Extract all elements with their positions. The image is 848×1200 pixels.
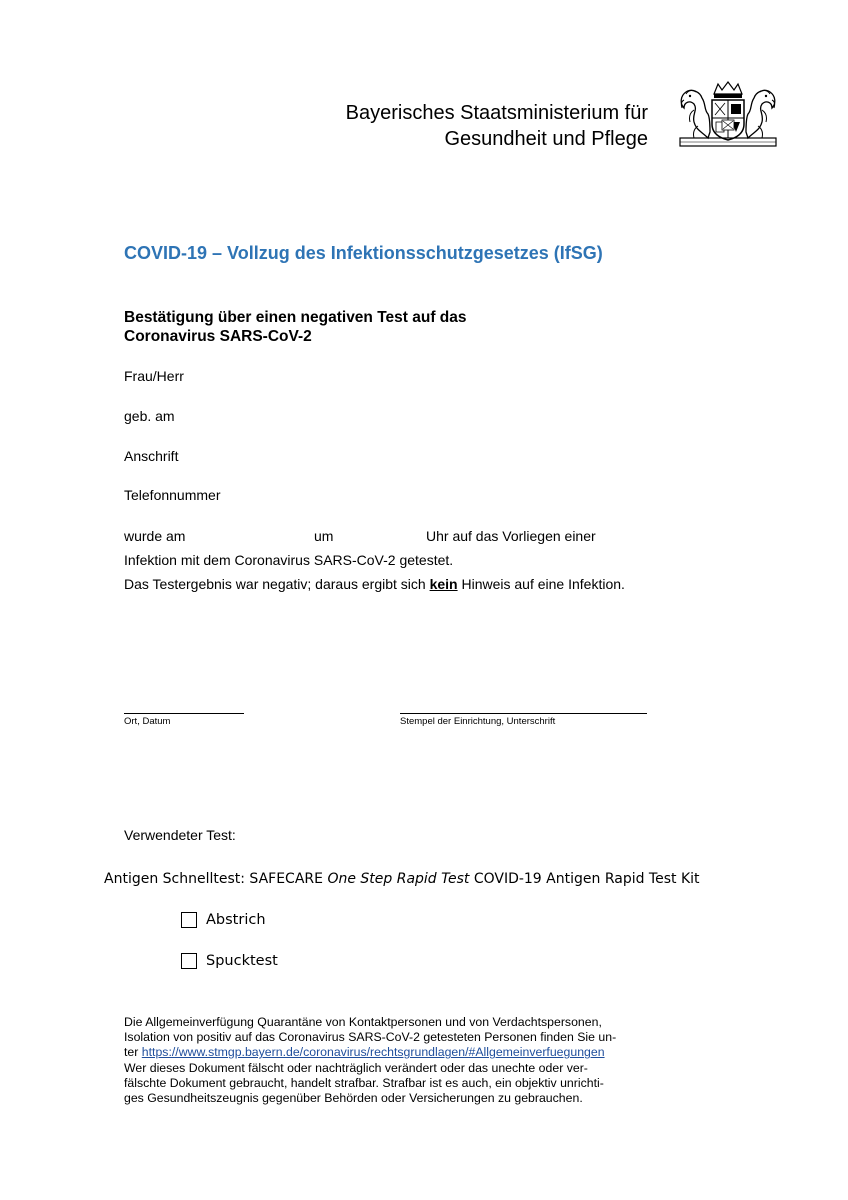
document-subtitle (124, 308, 467, 346)
birth-date-label: geb. am (124, 408, 175, 424)
subtitle-line-1: Bestätigung über einen negativen Test auf das (124, 309, 467, 326)
document-title: COVID-19 – Vollzug des Infektionsschutzgesetzes (IfSG) (124, 243, 603, 263)
swab-option-label: Abstrich (206, 912, 266, 928)
stamp-signature-line (400, 713, 647, 714)
time-at-label: um (314, 528, 334, 544)
tested-on-label: wurde am (124, 528, 186, 544)
footer-line-3 (124, 1045, 616, 1060)
test-used-label: Verwendeter Test: (124, 827, 236, 843)
regulations-link[interactable]: https://www.stmgp.bayern.de/coronavirus/rechtsgrundlagen/#Allgemeinverfuegungen (141, 1045, 605, 1060)
test-result-text (124, 576, 625, 592)
saliva-checkbox[interactable] (181, 953, 197, 969)
place-date-line (124, 713, 244, 714)
footer-line-1: Die Allgemeinverfügung Quarantäne von Kontaktpersonen und von Verdachtspersonen, (124, 1015, 602, 1029)
swab-checkbox[interactable] (181, 912, 197, 928)
antigen-prefix: Antigen Schnelltest: SAFECARE (104, 871, 323, 887)
ministry-line-1: Bayerisches Staatsministerium für (345, 102, 648, 124)
result-before: Das Testergebnis war negativ; daraus ergibt sich (124, 576, 426, 592)
footer-line-3-prefix: ter (124, 1045, 139, 1060)
result-after: Hinweis auf eine Infektion. (461, 576, 625, 592)
stamp-signature-label: Stempel der Einrichtung, Unterschrift (400, 716, 556, 727)
footer-line-4: Wer dieses Dokument fälscht oder nachträglich verändert oder das unechte oder ver- (124, 1060, 588, 1075)
legal-footer (124, 1015, 616, 1106)
address-label: Anschrift (124, 448, 179, 464)
saliva-option-label: Spucktest (206, 953, 278, 969)
subtitle-line-2: Coronavirus SARS-CoV-2 (124, 328, 312, 345)
antigen-suffix: COVID-19 Antigen Rapid Test Kit (473, 871, 700, 887)
infection-test-text: Infektion mit dem Coronavirus SARS-CoV-2 getestet. (124, 552, 454, 568)
ministry-line-2: Gesundheit und Pflege (444, 128, 648, 150)
phone-label: Telefonnummer (124, 487, 221, 503)
footer-line-6: ges Gesundheitszeugnis gegenüber Behörden oder Versicherungen zu gebrauchen. (124, 1091, 583, 1106)
footer-line-2: Isolation von positiv auf das Coronavirus SARS-CoV-2 getesteten Personen finden Sie un- (124, 1030, 617, 1045)
bavarian-coat-of-arms-icon (672, 80, 784, 150)
swab-option[interactable] (181, 912, 266, 928)
footer-line-5: fälschte Dokument gebraucht, handelt strafbar. Strafbar ist es auch, ein objektiv unrichti- (124, 1075, 604, 1090)
place-date-label: Ort, Datum (124, 716, 171, 727)
result-emphasis: kein (429, 576, 458, 592)
antigen-test-description (104, 871, 700, 887)
time-suffix-text: Uhr auf das Vorliegen einer (426, 528, 596, 544)
saliva-option[interactable] (181, 953, 278, 969)
ministry-name (346, 100, 648, 152)
name-label: Frau/Herr (124, 368, 184, 384)
antigen-product-name: One Step Rapid Test (327, 871, 470, 887)
